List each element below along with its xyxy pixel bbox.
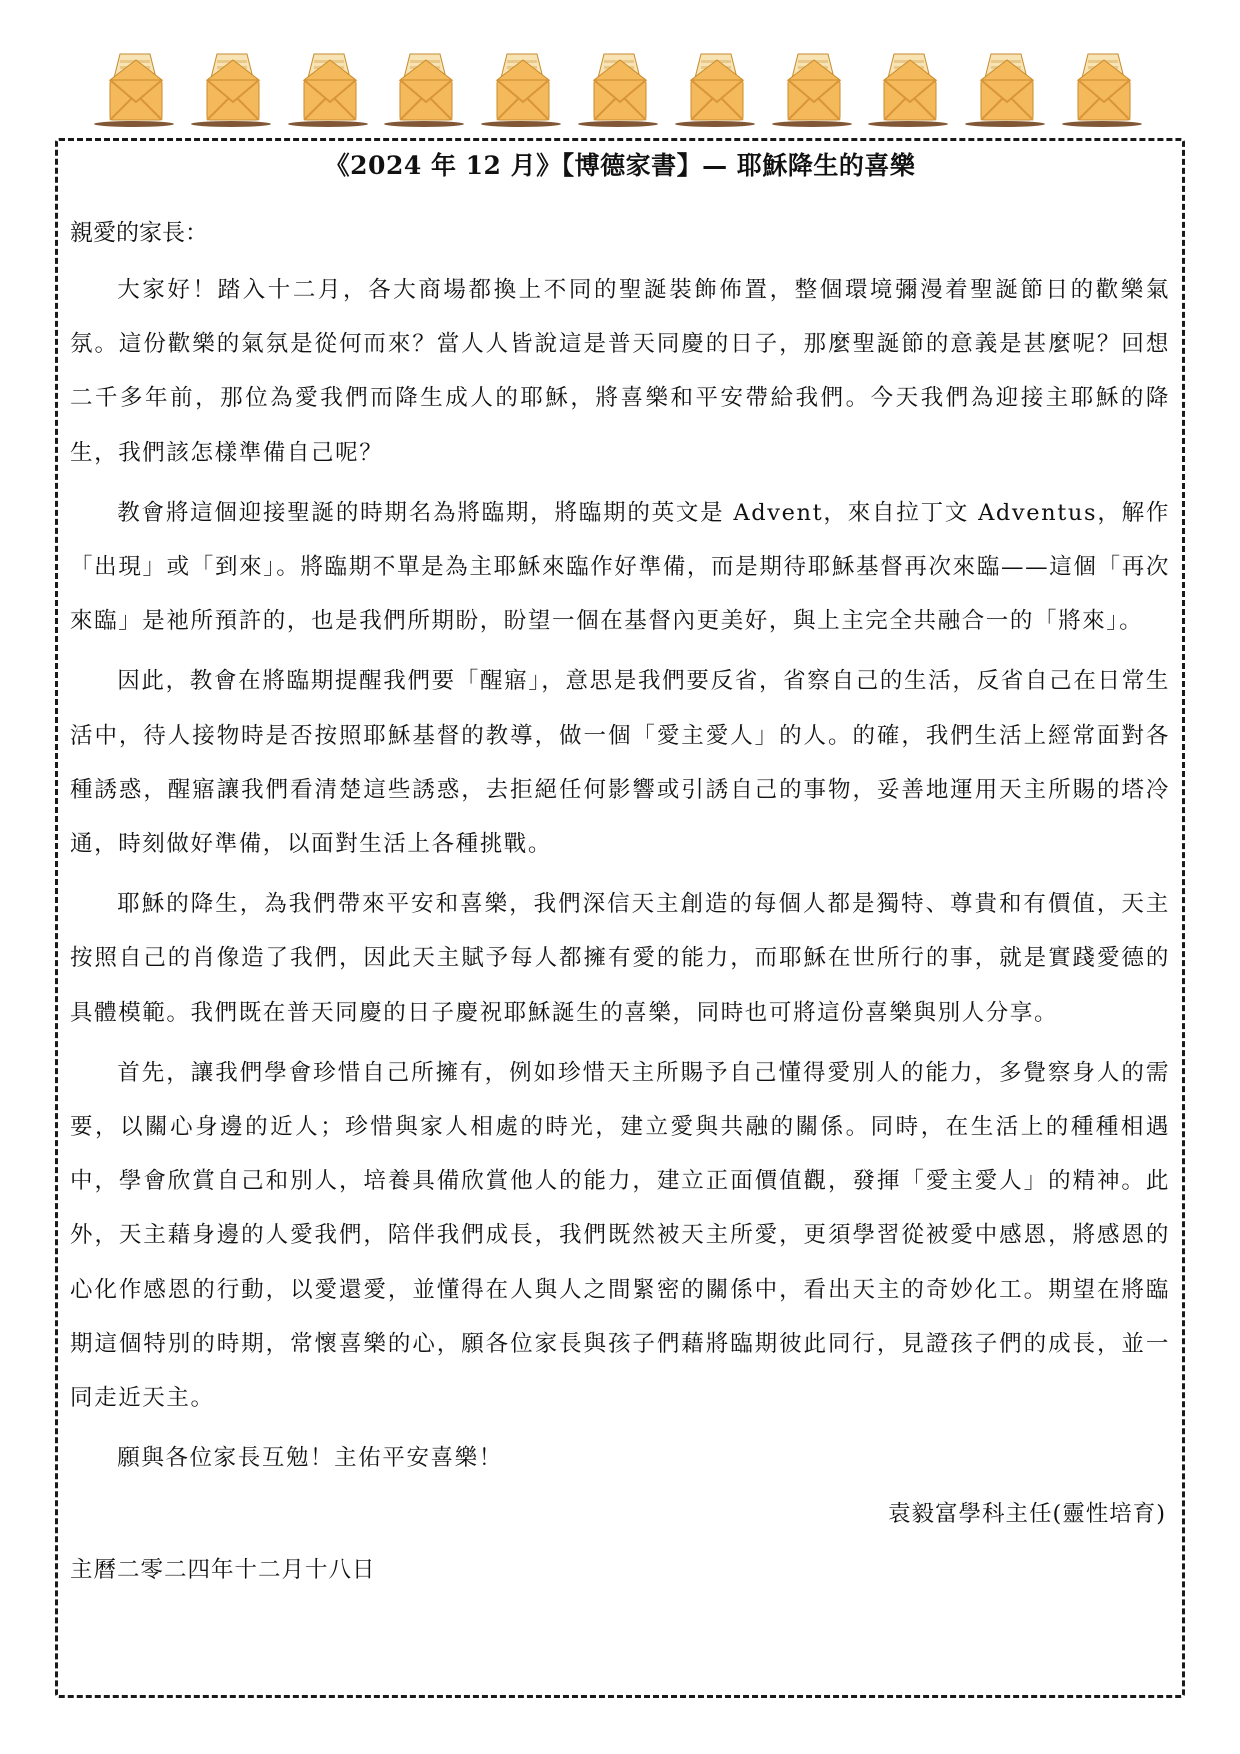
letter-date: 主曆二零二四年十二月十八日 (70, 1557, 376, 1584)
open-envelope-icon (187, 50, 279, 130)
letter-salutation: 親愛的家長： (70, 220, 208, 246)
envelope-decoration-row (90, 48, 1150, 130)
open-envelope-icon (671, 50, 763, 130)
letter-paragraph: 大家好！踏入十二月，各大商場都換上不同的聖誕裝飾佈置，整個環境彌漫着聖誕節日的歡樂氣氛。這份歡樂的氣氛是從何而來？當人人皆說這是普天同慶的日子，那麼聖誕節的意義是甚麼呢？回想二千多年前，那位為愛我們而降生成人的耶穌，將喜樂和平安帶給我們。今天我們為迎接主耶穌的降生，我們該怎樣準備自己呢？ (70, 277, 1170, 466)
letter-paragraph: 教會將這個迎接聖誕的時期名為將臨期，將臨期的英文是 Advent，來自拉丁文 Adventus，解作「出現」或「到來」。將臨期不單是為主耶穌來臨作好準備，而是期待耶穌基督再次來臨——這個「再次來臨」是祂所預許的，也是我們所期盼，盼望一個在基督內更美好，與上主完全共融合一的「將來」。 (70, 499, 1170, 635)
open-envelope-icon (1058, 50, 1150, 130)
open-envelope-icon (284, 50, 376, 130)
open-envelope-icon (380, 50, 472, 130)
open-envelope-icon (864, 50, 956, 130)
letter-paragraph: 耶穌的降生，為我們帶來平安和喜樂，我們深信天主創造的每個人都是獨特、尊貴和有價值，天主按照自己的肖像造了我們，因此天主賦予每人都擁有愛的能力，而耶穌在世所行的事，就是實踐愛德的具體模範。我們既在普天同慶的日子慶祝耶穌誕生的喜樂，同時也可將這份喜樂與別人分享。 (70, 891, 1170, 1026)
open-envelope-icon (477, 50, 569, 130)
open-envelope-icon (961, 50, 1053, 130)
open-envelope-icon (90, 50, 182, 130)
open-envelope-icon (768, 50, 860, 130)
letter-signature: 袁毅富學科主任(靈性培育) (887, 1501, 1166, 1528)
letter-content (70, 143, 1170, 1597)
letter-closing: 願與各位家長互勉！主佑平安喜樂！ (117, 1445, 503, 1472)
open-envelope-icon (574, 50, 666, 130)
letter-title: 《2024 年 12 月》【博德家書】— 耶穌降生的喜樂 (324, 151, 916, 180)
letter-paragraph: 因此，教會在將臨期提醒我們要「醒寤」，意思是我們要反省，省察自己的生活，反省自己在日常生活中，待人接物時是否按照耶穌基督的教導，做一個「愛主愛人」的人。的確，我們生活上經常面對各種誘惑，醒寤讓我們看清楚這些誘惑，去拒絕任何影響或引誘自己的事物，妥善地運用天主所賜的塔冷通，時刻做好準備，以面對生活上各種挑戰。 (70, 668, 1170, 858)
letter-paragraph: 首先，讓我們學會珍惜自己所擁有，例如珍惜天主所賜予自己懂得愛別人的能力，多覺察身人的需要，以關心身邊的近人；珍惜與家人相處的時光，建立愛與共融的關係。同時，在生活上的種種相遇中，學會欣賞自己和別人，培養具備欣賞他人的能力，建立正面價值觀，發揮「愛主愛人」的精神。此外，天主藉身邊的人愛我們，陪伴我們成長，我們既然被天主所愛，更須學習從被愛中感恩，將感恩的心化作感恩的行動，以愛還愛，並懂得在人與人之間緊密的關係中，看出天主的奇妙化工。期望在將臨期這個特別的時期，常懷喜樂的心，願各位家長與孩子們藉將臨期彼此同行，見證孩子們的成長，並一同走近天主。 (70, 1059, 1170, 1412)
